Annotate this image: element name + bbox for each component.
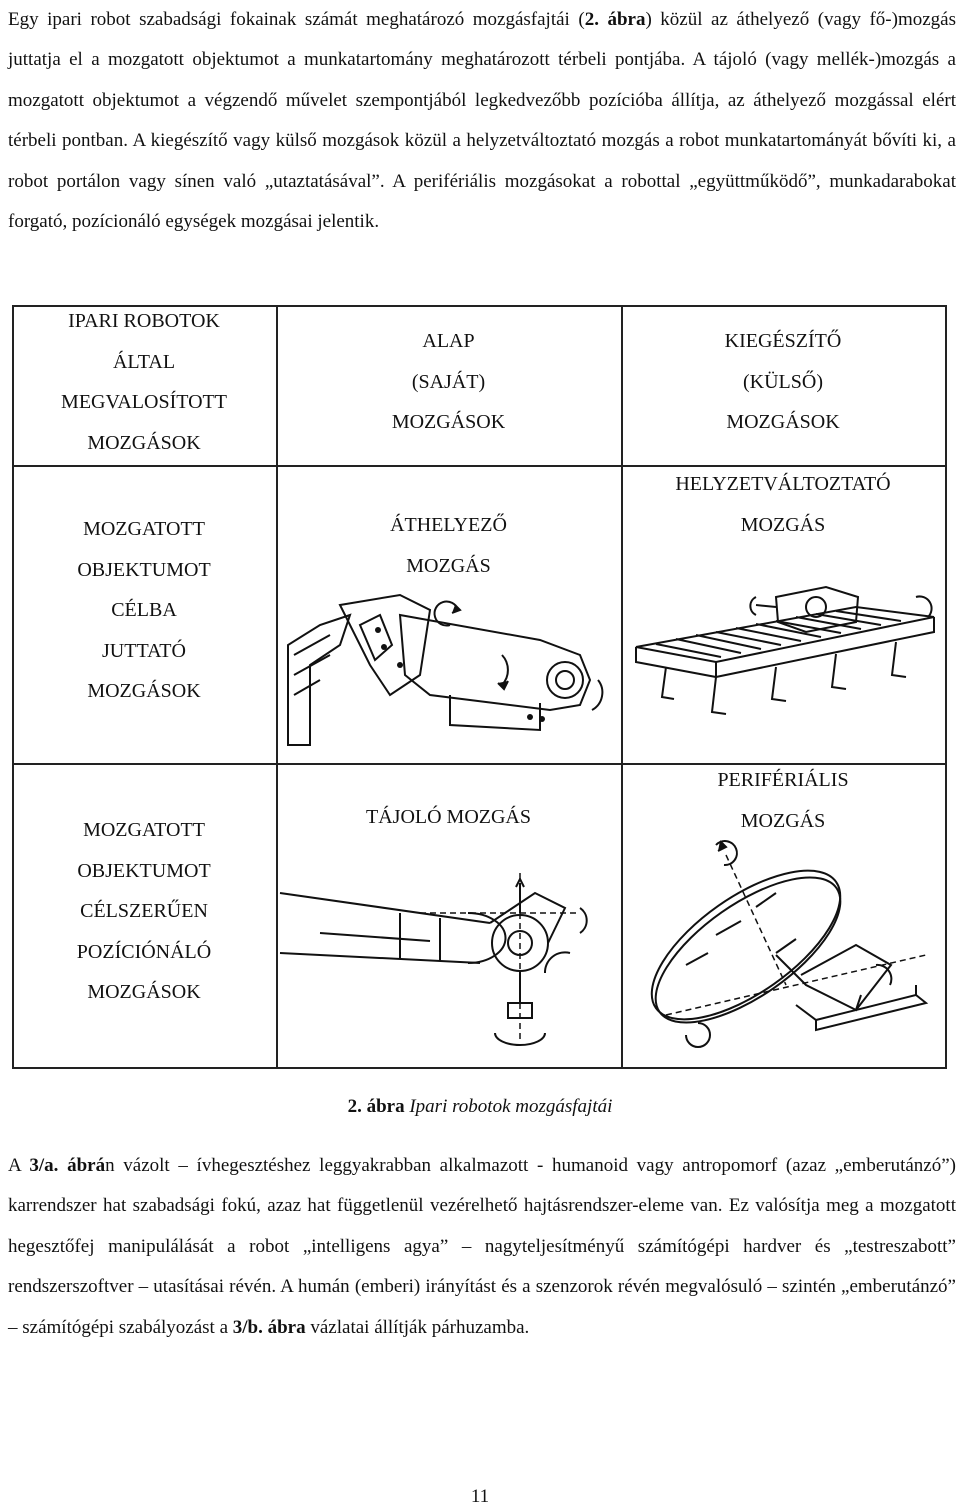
positioner-table-icon <box>626 835 942 1060</box>
paragraph-text: Egy ipari robot szabadsági fokainak számát meghatározó mozgásfajtái ( <box>8 9 585 30</box>
robot-wrist-icon <box>280 853 616 1053</box>
caption-text: Ipari robotok mozgásfajtái <box>404 1096 613 1117</box>
figure-caption <box>0 1096 960 1118</box>
header-overall: IPARI ROBOTOK ÁLTAL MEGVALOSÍTOTT MOZGÁSOK <box>61 310 227 454</box>
header-basic-motions: ALAP (SAJÁT) MOZGÁSOK <box>391 330 506 434</box>
cell-relocating-motion: ÁTHELYEZŐ MOZGÁS <box>390 514 507 577</box>
table-border <box>945 305 947 1069</box>
caption-reference: 2. ábra <box>347 1096 405 1117</box>
paragraph-text: vázlatai állítják párhuzamba. <box>305 1316 530 1338</box>
row-label-target-motions: MOZGATOTT OBJEKTUMOT CÉLBA JUTTATÓ MOZGÁSOK <box>77 518 211 703</box>
header-external-motions: KIEGÉSZÍTŐ (KÜLSŐ) MOZGÁSOK <box>724 330 842 434</box>
robot-arm-icon <box>280 585 616 755</box>
figure-reference: 2. ábra <box>584 9 646 30</box>
motion-types-figure <box>12 305 947 1069</box>
cell-orienting-motion: TÁJOLÓ MOZGÁS <box>366 806 531 828</box>
body-paragraph <box>8 1146 956 1348</box>
paragraph-text: A <box>8 1155 30 1176</box>
paragraph-text: n vázolt – ívhegesztéshez leggyakrabban alkalmazott - humanoid vagy antropomorf (azaz „emberutánzó”) karrendszer hat szabadsági fokú, azaz hat függetlenül vezérelhető hajtásrendszer-eleme van. Ez valósítja meg a mozgatott hegesztőfej manipulálását a robot „intelligens agya” – nagyteljesítményű számítógépi hardver és „testreszabott” rendszerszoftver – utasításai révén. A humán (emberi) irányítást és a szenzorok révén megvalósuló – szintén „emberutánzó” – számítógépi szabályozást a <box>8 1155 956 1338</box>
gantry-rail-icon <box>626 587 942 727</box>
paragraph-text: ) közül az áthelyező (vagy fő-)mozgás juttatja el a mozgatott objektumot a munkatartomány meghatározott térbeli pontjába. A tájoló (vagy mellék-)mozgás a mozgatott objektumot a végzendő művelet szempontjából legkedvezőbb pozícióba állítja, az áthelyező mozgással elért térbeli pontban. A kiegészítő vagy külső mozgások közül a helyzetváltoztató mozgás a robot munkatartományát bővíti ki, a robot portálon vagy sínen való „utaztatásával”. A perifériális mozgásokat a robottal „együttműködő”, munkadarabokat forgató, pozícionáló egységek mozgásai jelentik. <box>8 9 956 233</box>
cell-position-changing-motion: HELYZETVÁLTOZTATÓ MOZGÁS <box>675 473 891 536</box>
intro-paragraph <box>8 0 956 242</box>
figure-reference: 3/a. ábrá <box>29 1155 106 1176</box>
figure-reference: 3/b. ábra <box>232 1316 306 1338</box>
page-number: 11 <box>470 1486 490 1507</box>
row-label-positioning-motions: MOZGATOTT OBJEKTUMOT CÉLSZERŰEN POZÍCIÓNÁLÓ MOZGÁSOK <box>76 819 212 1004</box>
table-border <box>12 1067 947 1069</box>
cell-peripheral-motion: PERIFÉRIÁLIS MOZGÁS <box>717 769 849 832</box>
